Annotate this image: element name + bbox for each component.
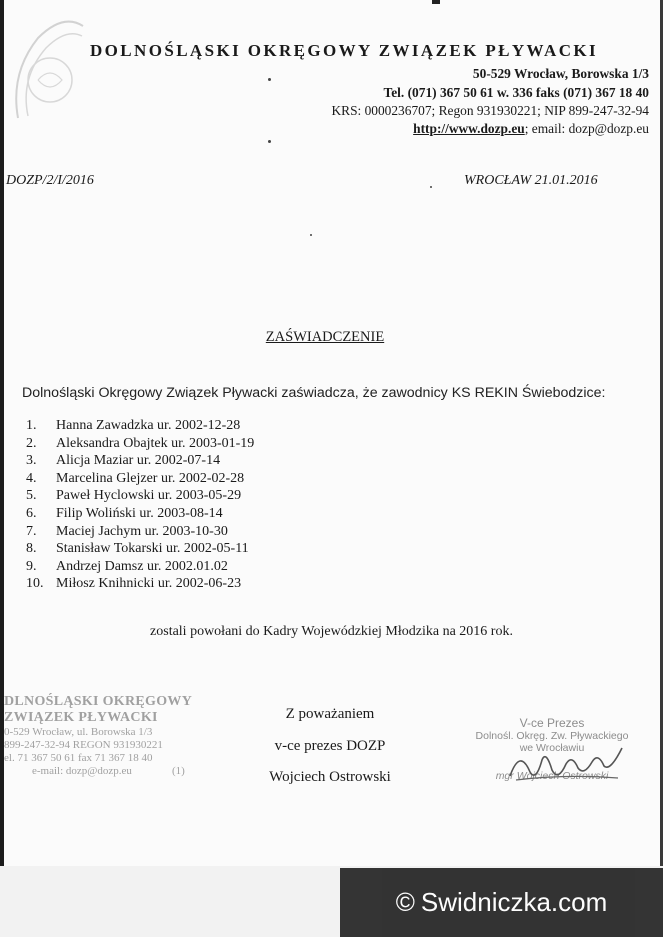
list-item: 8. Stanisław Tokarski ur. 2002-05-11 [26, 541, 249, 557]
org-logo-icon [8, 18, 88, 123]
list-item: 7. Maciej Jachym ur. 2003-10-30 [26, 523, 228, 539]
list-item: 3. Alicja Maziar ur. 2002-07-14 [26, 453, 221, 469]
athlete-list [26, 417, 254, 593]
list-item: 1. Hanna Zawadzka ur. 2002-12-28 [26, 418, 241, 433]
list-item: 5. Paweł Hyclowski ur. 2003-05-29 [26, 488, 242, 504]
list-item: 2. Aleksandra Obajtek ur. 2003-01-19 [26, 435, 255, 451]
scan-speck [430, 186, 432, 188]
intro-text: Dolnośląski Okręgowy Związek Pływacki zaświadcza, że zawodnicy KS REKIN Świebodzice: [22, 385, 606, 401]
document-reference: DOZP/2/I/2016 [6, 173, 94, 188]
handwritten-signature-icon [506, 742, 626, 788]
organization-stamp: DLNOŚLĄSKI OKRĘGOWY ZWIĄZEK PŁYWACKI 0-529 Wrocław, ul. Borowska 1/3 899-247-32-94 REGON 931930221 el. 71 367 50 61 fax 71 367 18 40 e-mail: dozp@dozp.eu (1) [4, 694, 193, 777]
document-title: ZAŚWIADCZENIE [265, 329, 385, 345]
scan-left-edge [0, 0, 4, 937]
watermark-text: Swidniczka.com [420, 887, 608, 917]
list-item: 6. Filip Woliński ur. 2003-08-14 [26, 505, 223, 521]
place-date: WROCŁAW 21.01.2016 [464, 173, 598, 188]
org-contact [413, 121, 649, 137]
scan-speck [268, 140, 271, 143]
org-email: ; email: dozp@dozp.eu [524, 121, 649, 136]
scan-mark [432, 0, 440, 4]
org-phone: Tel. (071) 367 50 61 w. 336 faks (071) 367 18 40 [383, 85, 649, 100]
signature-greeting: Z poważaniem [285, 706, 375, 722]
organization-name: DOLNOŚLĄSKI OKRĘGOWY ZWIĄZEK PŁYWACKI [90, 41, 599, 60]
signature-name: Wojciech Ostrowski [269, 769, 391, 785]
scan-speck [268, 78, 271, 81]
scan-speck [310, 234, 312, 236]
watermark [340, 868, 663, 937]
closing-text: zostali powołani do Kadry Wojewódzkiej Młodzika na 2016 rok. [150, 624, 513, 639]
website-link[interactable]: http://www.dozp.eu [413, 121, 525, 136]
copyright-icon: © [395, 887, 415, 917]
list-item: 10. Miłosz Knihnicki ur. 2002-06-23 [26, 576, 242, 592]
list-item: 9. Andrzej Damsz ur. 2002.01.02 [26, 558, 228, 574]
signatory-stamp: V-ce Prezes Dolnośl. Okręg. Zw. Pływackiego we Wrocławiu mgr Wojciech Ostrowski [475, 716, 629, 782]
org-registry: KRS: 0000236707; Regon 931930221; NIP 899-247-32-94 [331, 103, 649, 118]
list-item: 4. Marcelina Glejzer ur. 2002-02-28 [26, 470, 245, 486]
org-address: 50-529 Wrocław, Borowska 1/3 [472, 66, 649, 81]
signature-role: v-ce prezes DOZP [274, 738, 386, 754]
